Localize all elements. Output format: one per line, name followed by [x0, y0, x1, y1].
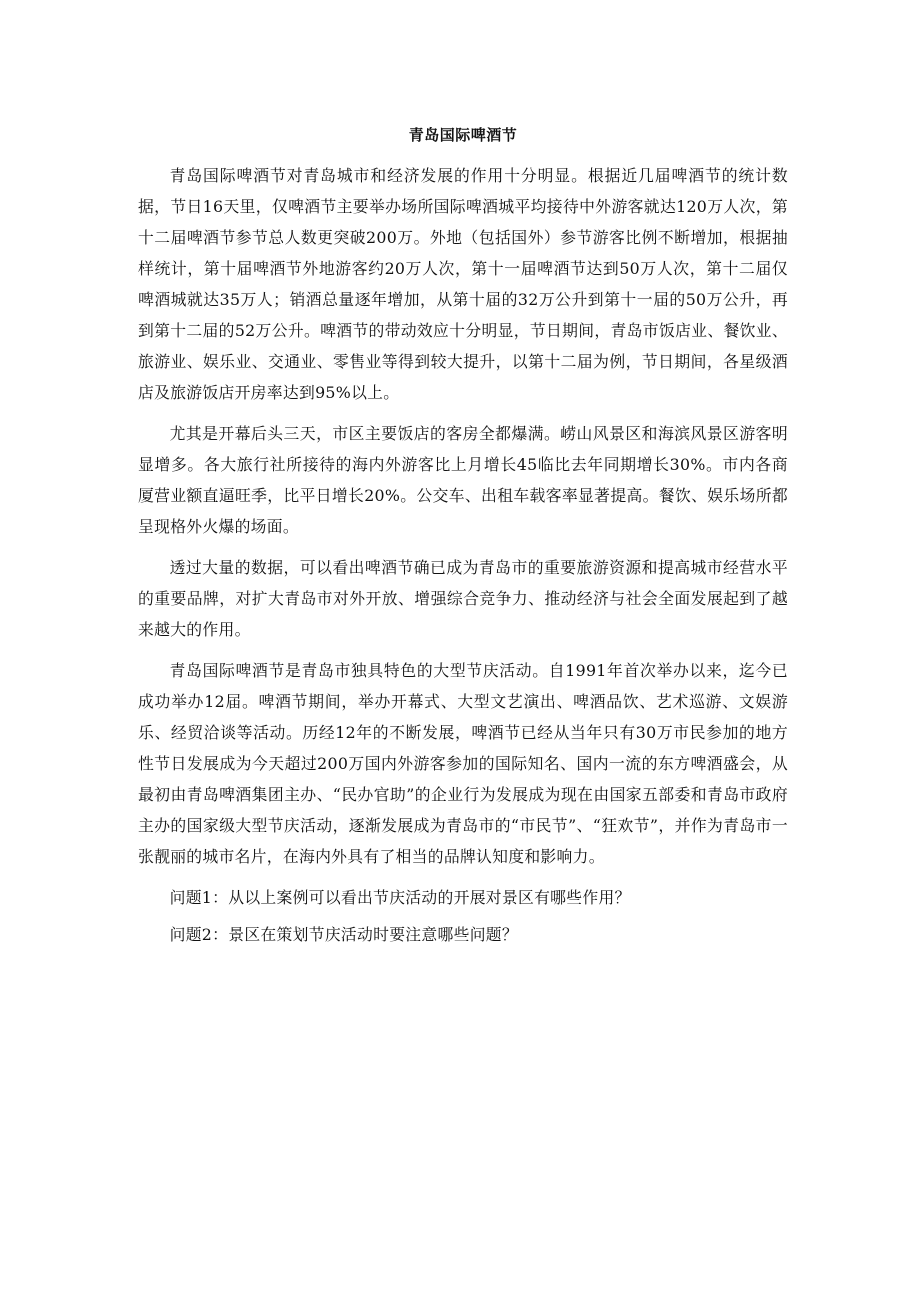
paragraph-festival-history: 青岛国际啤酒节是青岛市独具特色的大型节庆活动。自1991年首次举办以来，迄今已成功举办12届。啤酒节期间，举办开幕式、大型文艺演出、啤酒品饮、艺术巡游、文娱游乐、经贸洽谈等活动。历经12年的不断发展，啤酒节已经从当年只有30万市民参加的地方性节日发展成为今天超过200万国内外游客参加的国际知名、国内一流的东方啤酒盛会，从最初由青岛啤酒集团主办、“民办官助”的企业行为发展成为现在由国家五部委和青岛市政府主办的国家级大型节庆活动，逐渐发展成为青岛市的“市民节”、“狂欢节”，并作为青岛市一张靓丽的城市名片，在海内外具有了相当的品牌认知度和影响力。 [138, 661, 788, 866]
question-1: 问题1：从以上案例可以看出节庆活动的开展对景区有哪些作用？ [169, 888, 631, 907]
document-title: 青岛国际啤酒节 [408, 126, 518, 144]
paragraph-brand-value: 透过大量的数据，可以看出啤酒节确已成为青岛市的重要旅游资源和提高城市经营水平的重要品牌，对扩大青岛市对外开放、增强综合竞争力、推动经济与社会全面发展起到了越来越大的作用。 [138, 558, 788, 639]
paragraph-economic-impact: 青岛国际啤酒节对青岛城市和经济发展的作用十分明显。根据近几届啤酒节的统计数据，节日16天里，仅啤酒节主要举办场所国际啤酒城平均接待中外游客就达120万人次，第十二届啤酒节参节总人数更突破200万。外地（包括国外）参节游客比例不断增加，根据抽样统计，第十届啤酒节外地游客约20万人次，第十一届啤酒节达到50万人次，第十二届仅啤酒城就达35万人；销酒总量逐年增加，从第十届的32万公升到第十一届的50万公升，再到第十二届的52万公升。啤酒节的带动效应十分明显，节日期间，青岛市饭店业、餐饮业、旅游业、娱乐业、交通业、零售业等得到较大提升，以第十二届为例，节日期间，各星级酒店及旅游饭店开房率达到95%以上。 [138, 166, 788, 402]
question-2: 问题2：景区在策划节庆活动时要注意哪些问题？ [169, 925, 518, 944]
document-content [138, 124, 788, 956]
paragraph-opening-days: 尤其是开幕后头三天，市区主要饭店的客房全都爆满。崂山风景区和海滨风景区游客明显增多。各大旅行社所接待的海内外游客比上月增长45临比去年同期增长30%。市内各商厦营业额直逼旺季，比平日增长20%。公交车、出租车载客率显著提高。餐饮、娱乐场所都呈现格外火爆的场面。 [138, 424, 788, 536]
